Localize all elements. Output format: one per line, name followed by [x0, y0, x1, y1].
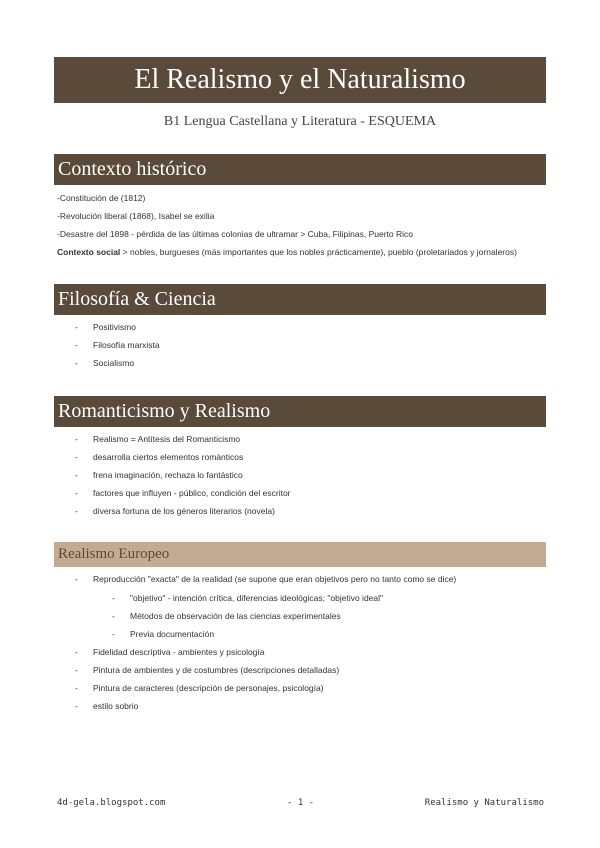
- list-dash: -: [75, 358, 78, 368]
- list-dash: -: [112, 611, 115, 621]
- list-item-nested: Métodos de observación de las ciencias experimentales: [130, 611, 341, 621]
- list-dash: -: [75, 322, 78, 332]
- contexto-social-line: [57, 247, 517, 257]
- list-item: Positivismo: [93, 322, 136, 332]
- list-dash: -: [75, 665, 78, 675]
- list-item: Realismo = Antítesis del Romanticismo: [93, 434, 241, 444]
- contexto-social-label: Contexto social: [57, 247, 121, 257]
- section-heading-filosofia: Filosofía & Ciencia: [54, 284, 546, 315]
- list-dash: -: [75, 470, 78, 480]
- list-dash: -: [75, 452, 78, 462]
- subsection-heading-europeo: Realismo Europeo: [54, 542, 546, 567]
- list-item: factores que influyen - público, condición del escritor: [93, 488, 291, 498]
- list-item: diversa fortuna de los géneros literarios (novela): [93, 506, 275, 516]
- list-item: Filosofía marxista: [93, 340, 160, 350]
- contexto-line: -Constitución de (1812): [57, 193, 146, 203]
- list-dash: -: [75, 574, 78, 584]
- list-dash: -: [75, 647, 78, 657]
- list-dash: -: [75, 434, 78, 444]
- list-dash: -: [75, 701, 78, 711]
- contexto-social-text: > nobles, burgueses (más importantes que los nobles prácticamente), pueblo (proletariados y jornaleros): [120, 247, 517, 257]
- contexto-line: -Desastre del 1898 - pérdida de las últimas colonias de ultramar > Cuba, Filipinas, Puerto Rico: [57, 229, 413, 239]
- list-item-nested: "objetivo" - intención crítica, diferencias ideológicas; "objetivo ideal": [130, 593, 384, 603]
- footer-page-number: - 1 -: [287, 798, 315, 808]
- list-item: Socialismo: [93, 358, 135, 368]
- list-item-nested: Previa documentación: [130, 629, 215, 639]
- footer-doc-title: Realismo y Naturalismo: [424, 798, 544, 808]
- list-dash: -: [75, 340, 78, 350]
- list-item: desarrolla ciertos elementos románticos: [93, 452, 244, 462]
- list-item: Reproducción "exacta" de la realidad (se supone que eran objetivos pero no tanto como se dice): [93, 574, 457, 584]
- section-heading-romanticismo: Romanticismo y Realismo: [54, 396, 546, 427]
- list-dash: -: [75, 683, 78, 693]
- section-heading-contexto: Contexto histórico: [54, 154, 546, 185]
- list-dash: -: [112, 593, 115, 603]
- list-dash: -: [75, 488, 78, 498]
- list-item: estilo sobrio: [93, 701, 139, 711]
- footer-site: 4d-gela.blogspot.com: [57, 798, 166, 808]
- page-title: El Realismo y el Naturalismo: [54, 57, 546, 103]
- list-item: Pintura de caracteres (descripción de personajes, psicología): [93, 683, 324, 693]
- list-item: Fidelidad descriptiva - ambientes y psicología: [93, 647, 265, 657]
- list-dash: -: [75, 506, 78, 516]
- page-subtitle: B1 Lengua Castellana y Literatura - ESQUEMA: [163, 114, 437, 129]
- list-item: Pintura de ambientes y de costumbres (descripciones detalladas): [93, 665, 340, 675]
- list-dash: -: [112, 629, 115, 639]
- list-item: frena imaginación, rechaza lo fantástico: [93, 470, 243, 480]
- contexto-line: -Revolución liberal (1868), Isabel se exilia: [57, 211, 215, 221]
